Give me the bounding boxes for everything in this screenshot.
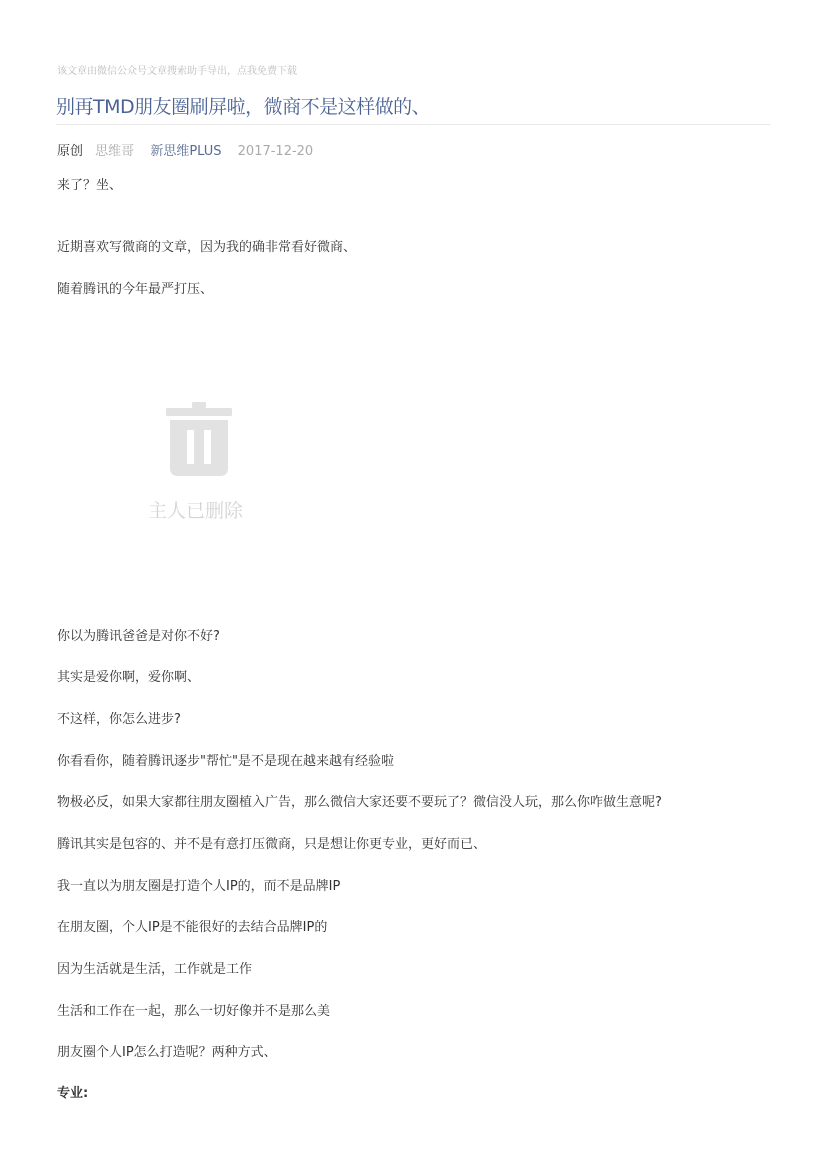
account-link[interactable]: 新思维PLUS <box>150 144 222 159</box>
paragraph: 近期喜欢写微商的文章，因为我的确非常看好微商、 <box>57 240 357 255</box>
paragraph: 其实是爱你啊，爱你啊、 <box>57 670 201 685</box>
publish-date: 2017-12-20 <box>237 144 314 159</box>
paragraph: 物极必反，如果大家都往朋友圈植入广告，那么微信大家还要不要玩了？微信没人玩，那么你咋做生意呢? <box>57 795 662 810</box>
deleted-label: 主人已删除 <box>148 500 244 522</box>
article-meta <box>57 140 321 159</box>
paragraph: 在朋友圈，个人IP是不能很好的去结合品牌IP的 <box>57 920 328 935</box>
paragraph: 不这样，你怎么进步? <box>57 712 181 727</box>
paragraph: 随着腾讯的今年最严打压、 <box>57 282 214 297</box>
paragraph: 你以为腾讯爸爸是对你不好? <box>57 629 220 644</box>
trash-icon <box>166 402 232 476</box>
paragraph: 你看看你，随着腾讯逐步"帮忙"是不是现在越来越有经验啦 <box>57 754 394 769</box>
paragraph: 腾讯其实是包容的、并不是有意打压微商，只是想让你更专业，更好而已、 <box>57 837 487 852</box>
paragraph: 生活和工作在一起，那么一切好像并不是那么美 <box>57 1004 331 1019</box>
section-heading: 专业: <box>57 1086 89 1101</box>
author-name: 思维哥 <box>95 144 135 159</box>
export-notice[interactable]: 该文章由微信公众号文章搜索助手导出，点我免费下载 <box>57 66 297 77</box>
article-title: 别再TMD朋友圈刷屏啦，微商不是这样做的、 <box>56 96 431 118</box>
title-divider <box>56 124 770 125</box>
paragraph: 朋友圈个人IP怎么打造呢？两种方式、 <box>57 1045 277 1060</box>
original-tag: 原创 <box>57 144 84 159</box>
paragraph: 来了？坐、 <box>57 178 123 193</box>
paragraph: 我一直以为朋友圈是打造个人IP的，而不是品牌IP <box>57 879 341 894</box>
paragraph: 因为生活就是生活，工作就是工作 <box>57 962 253 977</box>
